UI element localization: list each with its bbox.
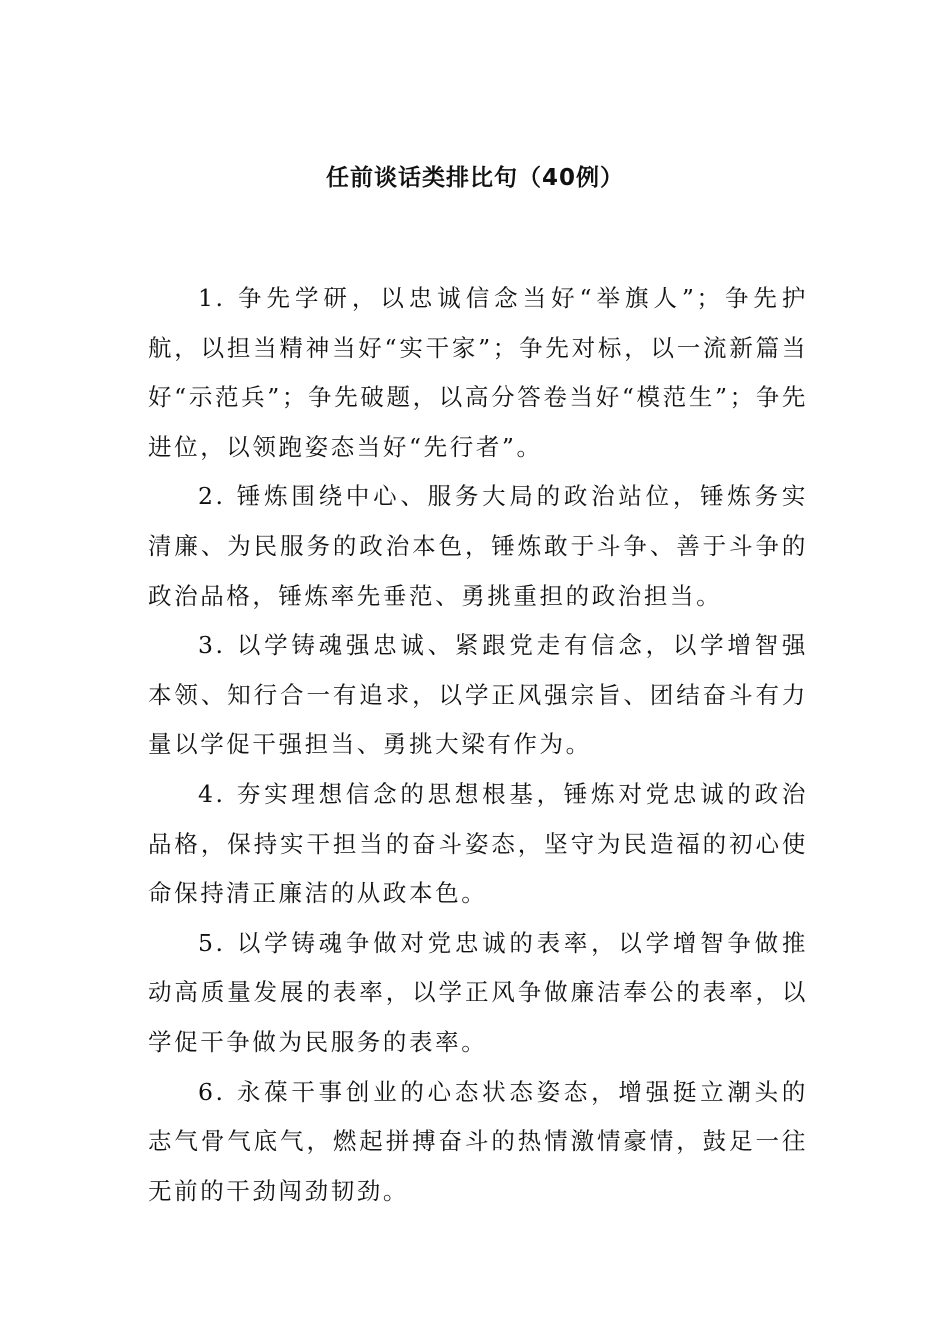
document-title: 任前谈话类排比句（40例） bbox=[325, 165, 624, 191]
document-body bbox=[148, 274, 808, 1216]
paragraph-2: 2. 锤炼围绕中心、服务大局的政治站位，锤炼务实清廉、为民服务的政治本色，锤炼敢于斗争、善于斗争的政治品格，锤炼率先垂范、勇挑重担的政治担当。 bbox=[148, 482, 808, 610]
paragraph-6: 6. 永葆干事创业的心态状态姿态，增强挺立潮头的志气骨气底气，燃起拼搏奋斗的热情激情豪情，鼓足一往无前的干劲闯劲韧劲。 bbox=[148, 1077, 808, 1205]
paragraph-5: 5. 以学铸魂争做对党忠诚的表率，以学增智争做推动高质量发展的表率，以学正风争做廉洁奉公的表率，以学促干争做为民服务的表率。 bbox=[148, 928, 808, 1056]
paragraph-1: 1. 争先学研，以忠诚信念当好“举旗人”；争先护航，以担当精神当好“实干家”；争先对标，以一流新篇当好“示范兵”；争先破题，以高分答卷当好“模范生”；争先进位，以领跑姿态当好“先行者”。 bbox=[148, 284, 808, 461]
paragraph-4: 4. 夯实理想信念的思想根基，锤炼对党忠诚的政治品格，保持实干担当的奋斗姿态，坚守为民造福的初心使命保持清正廉洁的从政本色。 bbox=[148, 779, 808, 908]
paragraph-3: 3. 以学铸魂强忠诚、紧跟党走有信念，以学增智强本领、知行合一有追求，以学正风强宗旨、团结奋斗有力量以学促干强担当、勇挑大梁有作为。 bbox=[148, 631, 808, 759]
